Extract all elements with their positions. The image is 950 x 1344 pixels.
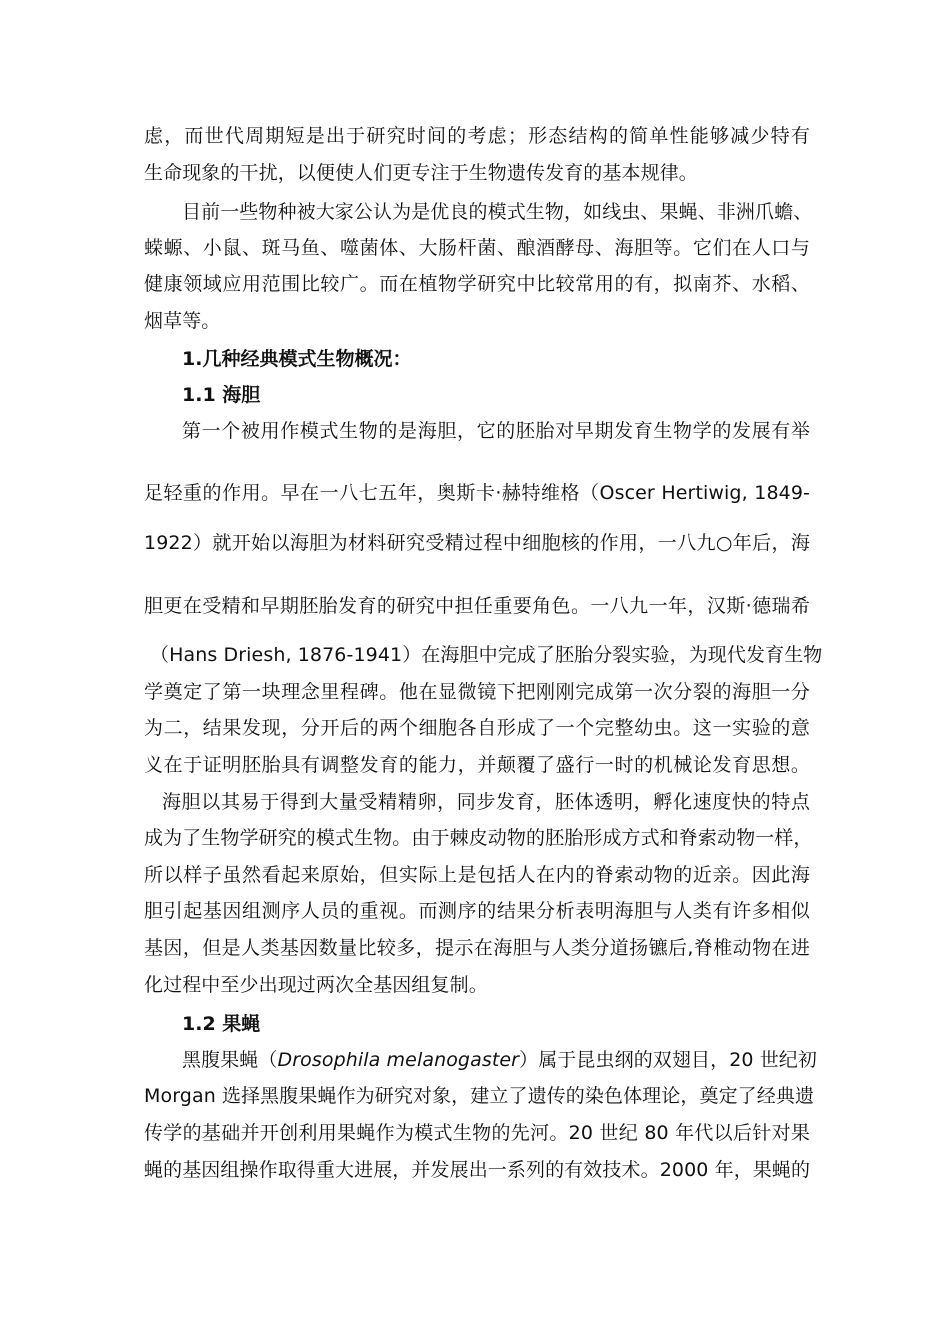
text-line: 第一个被用作模式生物的是海胆，它的胚胎对早期发育生物学的发展有举 [182,420,810,442]
text-line: 义在于证明胚胎具有调整发育的能力，并颠覆了盛行一时的机械论发育思想。 [144,754,810,776]
text-line: 目前一些物种被大家公认为是优良的模式生物，如线虫、果蝇、非洲爪蟾、 [182,201,813,223]
subsection-heading [182,383,260,407]
text-line: Morgan 选择黑腹果蝇作为研究对象，建立了遗传的染色体理论，奠定了经典遗 [144,1085,815,1107]
text-line: 海胆以其易于得到大量受精精卵，同步发育，胚体透明，孵化速度快的特点 [162,791,810,813]
text-line: 成为了生物学研究的模式生物。由于棘皮动物的胚胎形成方式和脊索动物一样， [144,827,813,849]
text-line-fly [182,1048,818,1072]
text-line: 蝇的基因组操作取得重大进展，并发展出一系列的有效技术。2000 年，果蝇的 [144,1159,811,1181]
text-line: 基因，但是人类基因数量比较多，提示在海胆与人类分道扬镳后,脊椎动物在进 [144,937,810,959]
section-heading-text: 几种经典模式生物概况： [202,348,412,370]
text-line: 烟草等。 [144,310,221,332]
text-line: 化过程中至少出现过两次全基因组复制。 [144,974,488,996]
text-line: 足轻重的作用。早在一八七五年，奥斯卡·赫特维格（Oscer Hertiwig, 1849- [144,482,810,504]
section-heading-number: 1. [182,348,203,370]
subsection-heading-text: 海胆 [222,384,261,406]
subsection-heading-number: 1.1 [182,384,223,406]
text-line: 为二，结果发现，分开后的两个细胞各自形成了一个完整幼虫。这一实验的意 [144,717,810,739]
text-line: 虑，而世代周期短是出于研究时间的考虑；形态结构的简单性能够减少特有 [144,125,810,147]
subsection-heading-number: 1.2 [182,1013,223,1035]
text-line: 1922）就开始以海胆为材料研究受精过程中细胞核的作用，一八九○年后，海 [144,532,810,554]
text-line: 传学的基础并开创利用果蝇作为模式生物的先河。20 世纪 80 年代以后针对果 [144,1122,810,1144]
text-line: （Hans Driesh, 1876-1941）在海胆中完成了胚胎分裂实验，为现代发育生物 [150,644,823,666]
text-line: 健康领域应用范围比较广。而在植物学研究中比较常用的有，拟南芥、水稻、 [144,273,810,295]
text-line: 胆引起基因组测序人员的重视。而测序的结果分析表明海胆与人类有许多相似 [144,900,810,922]
fly-prefix: 黑腹果蝇（ [182,1049,278,1071]
text-line: 胆更在受精和早期胚胎发育的研究中担任重要角色。一八九一年，汉斯·德瑞希 [144,595,810,617]
fly-suffix: ）属于昆虫纲的双翅目，20 世纪初 [519,1049,818,1071]
subsection-heading [182,1012,260,1036]
subsection-heading-text: 果蝇 [222,1013,261,1035]
text-line: 蝾螈、小鼠、斑马鱼、噬菌体、大肠杆菌、酿酒酵母、海胆等。它们在人口与 [144,237,810,259]
species-name: Drosophila melanogaster [277,1049,520,1071]
section-heading [182,347,411,371]
text-line: 所以样子虽然看起来原始，但实际上是包括人在内的脊索动物的近亲。因此海 [144,864,810,886]
text-line: 学奠定了第一块理念里程碑。他在显微镜下把刚刚完成第一次分裂的海胆一分 [144,681,810,703]
text-line: 生命现象的干扰，以便使人们更专注于生物遗传发育的基本规律。 [144,162,698,184]
